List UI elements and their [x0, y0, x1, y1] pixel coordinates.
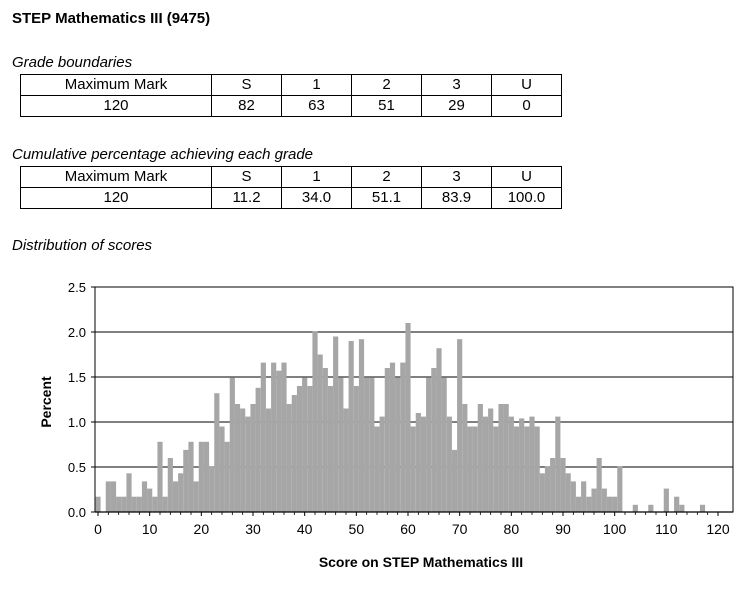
bar-score-80	[509, 417, 514, 512]
bar-score-15	[173, 481, 178, 512]
bar-score-78	[498, 404, 503, 512]
bar-score-26	[230, 378, 235, 512]
x-tick-label: 20	[193, 521, 210, 537]
table-header-cell: U	[492, 167, 562, 188]
bar-score-79	[504, 404, 509, 512]
bar-score-55	[380, 417, 385, 512]
table-header-cell: Maximum Mark	[21, 75, 212, 96]
bar-score-104	[633, 505, 638, 512]
bar-score-65	[431, 368, 436, 512]
bar-score-5	[121, 497, 126, 512]
bar-score-71	[462, 404, 467, 512]
bar-score-33	[266, 409, 271, 513]
bar-score-63	[421, 417, 426, 512]
table-cell: 51	[352, 96, 422, 117]
bar-score-38	[292, 395, 297, 512]
table-cell: 63	[282, 96, 352, 117]
bar-score-54	[374, 427, 379, 513]
table-cell: 82	[212, 96, 282, 117]
bar-score-28	[240, 409, 245, 513]
table-cell: 83.9	[422, 188, 492, 209]
bar-score-39	[297, 386, 302, 512]
y-axis-label: Percent	[38, 376, 54, 428]
table-header-cell: 3	[422, 75, 492, 96]
bar-score-42	[312, 331, 317, 512]
bar-score-24	[219, 427, 224, 513]
bar-score-50	[354, 386, 359, 512]
bar-score-46	[333, 337, 338, 513]
bar-score-52	[364, 378, 369, 512]
bar-score-18	[188, 442, 193, 512]
bar-score-49	[349, 341, 354, 512]
bar-score-89	[555, 417, 560, 512]
x-tick-label: 50	[348, 521, 365, 537]
bar-score-76	[488, 409, 493, 513]
bar-score-27	[235, 404, 240, 512]
bar-score-69	[452, 450, 457, 512]
table-cell: 11.2	[212, 188, 282, 209]
bar-score-20	[199, 442, 204, 512]
bar-score-61	[411, 427, 416, 513]
bar-score-66	[436, 348, 441, 512]
bar-score-22	[209, 466, 214, 512]
bar-score-62	[416, 413, 421, 512]
bar-score-95	[586, 497, 591, 512]
bar-score-77	[493, 427, 498, 513]
table-header-cell: Maximum Mark	[21, 167, 212, 188]
bar-score-14	[168, 458, 173, 512]
bar-score-44	[323, 368, 328, 512]
table-header-cell: U	[492, 75, 562, 96]
bar-score-86	[540, 473, 545, 512]
bar-score-2	[106, 481, 111, 512]
bar-score-43	[318, 355, 323, 513]
table-cell: 120	[21, 188, 212, 209]
bar-score-81	[514, 427, 519, 513]
table-header-cell: 3	[422, 167, 492, 188]
bar-score-31	[256, 388, 261, 512]
x-tick-label: 120	[706, 521, 730, 537]
bar-score-29	[245, 417, 250, 512]
table-cell: 34.0	[282, 188, 352, 209]
bar-score-40	[302, 378, 307, 512]
bar-score-56	[385, 368, 390, 512]
x-tick-label: 80	[503, 521, 520, 537]
bar-score-68	[447, 417, 452, 512]
bar-score-37	[287, 404, 292, 512]
bar-score-0	[95, 497, 100, 512]
bar-score-96	[591, 489, 596, 512]
bar-score-8	[137, 497, 142, 512]
bar-score-87	[545, 466, 550, 512]
bar-score-17	[183, 450, 188, 512]
score-distribution-chart	[0, 270, 740, 594]
page-title: STEP Mathematics III (9475)	[12, 10, 211, 27]
y-tick-label: 1.5	[67, 370, 86, 385]
bar-score-67	[442, 378, 447, 512]
bar-score-11	[152, 497, 157, 512]
bar-score-72	[467, 427, 472, 513]
x-tick-label: 10	[141, 521, 158, 537]
bar-score-30	[250, 404, 255, 512]
bar-score-91	[566, 473, 571, 512]
table-row	[21, 75, 562, 96]
bar-score-25	[225, 442, 230, 512]
table-cell: 100.0	[492, 188, 562, 209]
cumulative-heading: Cumulative percentage achieving each grade	[12, 146, 314, 163]
bar-score-107	[648, 505, 653, 512]
bar-score-21	[204, 442, 209, 512]
table-header-cell: S	[212, 167, 282, 188]
table-cell: 120	[21, 96, 212, 117]
bar-score-13	[163, 497, 168, 512]
table-header-cell: 1	[282, 75, 352, 96]
bar-score-51	[359, 339, 364, 512]
bar-score-101	[617, 466, 622, 512]
table-cell: 29	[422, 96, 492, 117]
bar-score-98	[602, 489, 607, 512]
bar-score-113	[679, 505, 684, 512]
bar-score-82	[519, 418, 524, 512]
bar-score-12	[157, 442, 162, 512]
bar-score-94	[581, 481, 586, 512]
bar-score-73	[473, 427, 478, 513]
bar-score-35	[276, 371, 281, 512]
x-axis-label: Score on STEP Mathematics III	[318, 554, 524, 570]
bar-score-48	[343, 409, 348, 513]
bar-score-112	[674, 497, 679, 512]
bar-score-75	[483, 417, 488, 512]
table-cell: 0	[492, 96, 562, 117]
bar-score-84	[529, 417, 534, 512]
table-header-cell: 1	[282, 167, 352, 188]
x-tick-label: 30	[245, 521, 261, 537]
bar-score-7	[132, 497, 137, 512]
x-tick-label: 70	[451, 521, 468, 537]
x-tick-label: 40	[296, 521, 313, 537]
bar-score-4	[116, 497, 121, 512]
bar-score-64	[426, 378, 431, 512]
bar-score-19	[194, 481, 199, 512]
bar-score-9	[142, 481, 147, 512]
bar-score-6	[126, 473, 131, 512]
bar-score-83	[524, 427, 529, 513]
grade-boundaries-table	[20, 74, 562, 117]
x-tick-label: 100	[602, 521, 627, 537]
table-row	[21, 188, 562, 209]
bar-score-47	[338, 378, 343, 512]
bar-score-34	[271, 363, 276, 512]
y-tick-label: 0.0	[67, 505, 86, 520]
bar-score-99	[607, 497, 612, 512]
bar-score-59	[400, 363, 405, 512]
bar-score-93	[576, 497, 581, 512]
y-tick-label: 2.0	[67, 325, 86, 340]
table-row	[21, 167, 562, 188]
bar-score-90	[560, 458, 565, 512]
y-tick-label: 1.0	[67, 415, 86, 430]
table-row	[21, 96, 562, 117]
x-tick-label: 110	[655, 521, 678, 537]
bar-score-110	[664, 489, 669, 512]
y-tick-label: 0.5	[67, 460, 86, 475]
bar-score-58	[395, 378, 400, 512]
bar-score-10	[147, 489, 152, 512]
x-tick-label: 0	[94, 521, 102, 537]
table-cell: 51.1	[352, 188, 422, 209]
bar-score-74	[478, 404, 483, 512]
cumulative-table	[20, 166, 562, 209]
bar-score-100	[612, 497, 617, 512]
bar-score-3	[111, 481, 116, 512]
bar-score-88	[550, 458, 555, 512]
y-tick-label: 2.5	[67, 280, 86, 295]
x-tick-label: 90	[555, 521, 571, 537]
table-header-cell: S	[212, 75, 282, 96]
bar-score-23	[214, 393, 219, 512]
x-tick-label: 60	[400, 521, 416, 537]
bar-score-57	[390, 363, 395, 512]
table-header-cell: 2	[352, 75, 422, 96]
bar-score-32	[261, 363, 266, 512]
bar-score-85	[535, 427, 540, 513]
bar-score-16	[178, 473, 183, 512]
bar-score-36	[281, 363, 286, 512]
bar-score-53	[369, 378, 374, 512]
bar-score-45	[328, 386, 333, 512]
bar-score-41	[307, 386, 312, 512]
bar-score-97	[597, 458, 602, 512]
bar-score-117	[700, 505, 705, 512]
bar-score-70	[457, 339, 462, 512]
table-header-cell: 2	[352, 167, 422, 188]
grade-boundaries-heading: Grade boundaries	[12, 54, 133, 71]
distribution-heading: Distribution of scores	[12, 237, 153, 254]
bar-score-60	[405, 323, 410, 512]
bar-score-92	[571, 481, 576, 512]
